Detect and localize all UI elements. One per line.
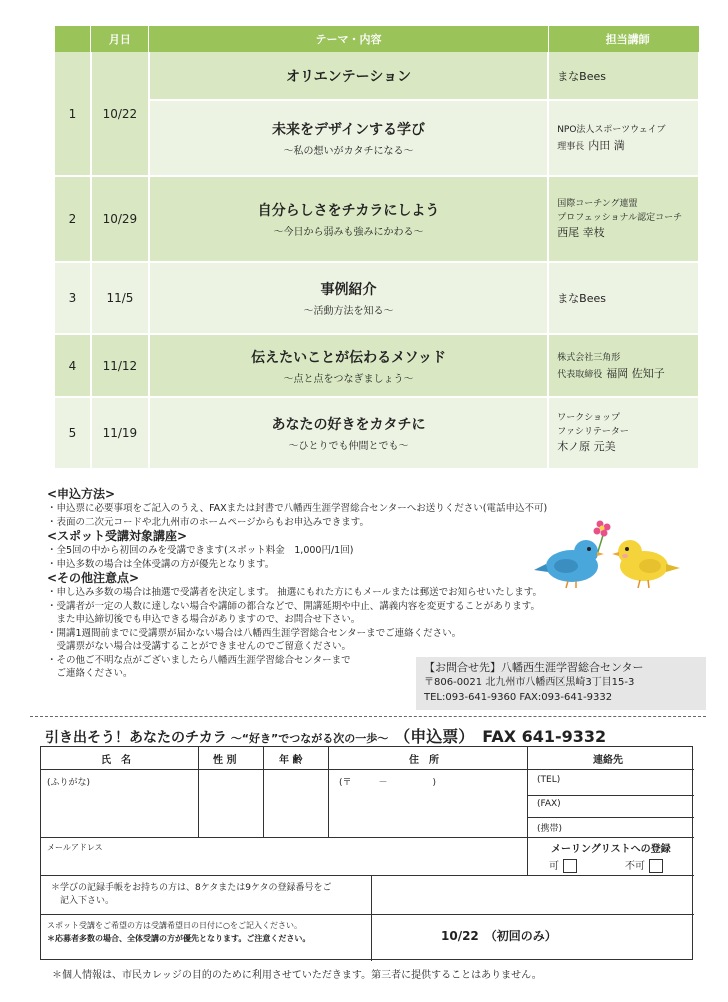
session-date: 10/22	[91, 52, 149, 176]
note-line: ・開講1週間前までに受講票が届かない場合は八幡西生涯学習総合センターまでご連絡ください。	[47, 627, 462, 639]
form-title-label: （申込票）	[394, 727, 475, 746]
table-row	[55, 397, 699, 469]
note-line: ご連絡ください。	[47, 668, 133, 679]
session-number: 3	[55, 262, 91, 334]
session-theme: 事例紹介 ～活動方法を知る～	[149, 262, 548, 334]
postal-code-field[interactable]: (〒 － )	[339, 778, 437, 788]
mailing-yes-checkbox[interactable]	[563, 859, 577, 873]
mobile-field[interactable]: (携帯)	[537, 824, 563, 834]
cut-line	[30, 716, 706, 717]
session-theme: オリエンテーション	[149, 52, 548, 100]
table-row	[55, 52, 699, 100]
session-instructor: ワークショップ ファシリテーター 木ノ原 元美	[548, 397, 699, 469]
session-theme: 自分らしさをチカラにしよう ～今日から弱みも強みにかわる～	[149, 176, 548, 262]
contact-phone: TEL:093-641-9360 FAX:093-641-9332	[424, 692, 613, 703]
header-name: 氏 名	[101, 755, 131, 766]
furigana-field[interactable]: (ふりがな)	[47, 778, 91, 788]
spot-note: スポット受講をご希望の方は受講希望日の日付に○をご記入ください。	[47, 921, 302, 930]
spot-course-heading: <スポット受講対象講座>	[47, 529, 188, 543]
header-address: 住 所	[409, 755, 439, 766]
session-number: 4	[55, 334, 91, 397]
note-line: 受講票がない場合は受講することができませんのでご留意ください。	[47, 641, 352, 652]
form-fax-number: FAX 641-9332	[482, 727, 607, 746]
session-number: 1	[55, 52, 91, 176]
mailing-no-checkbox[interactable]	[649, 859, 663, 873]
session-number: 5	[55, 397, 91, 469]
header-instructor: 担当講師	[548, 26, 699, 52]
note-line: ・申込票に必要事項をご記入のうえ、FAXまたは封書で八幡西生涯学習総合センターへお送りください(電話申込不可)	[47, 503, 548, 514]
mailing-list-label: メーリングリストへの登録	[551, 844, 671, 855]
schedule-header-row	[55, 26, 699, 52]
session-instructor: まなBees	[548, 52, 699, 100]
spot-note: ＊応募者多数の場合、全体受講の方が優先となります。ご注意ください。	[47, 934, 311, 943]
session-theme: 未来をデザインする学び ～私の想いがカタチになる～	[149, 100, 548, 176]
notebook-note: 記入下さい。	[51, 896, 115, 906]
session-instructor: NPO法人スポーツウェイブ 理事長 内田 満	[548, 100, 699, 176]
contact-title: 【お問合せ先】八幡西生涯学習総合センター	[424, 661, 644, 674]
session-theme: 伝えたいことが伝わるメソッド ～点と点をつなぎましょう～	[149, 334, 548, 397]
email-field[interactable]: メールアドレス	[47, 843, 103, 852]
privacy-notice: ＊個人情報は、市民カレッジの目的のために利用させていただきます。第三者に提供することはありません。	[52, 970, 542, 981]
other-notes-heading: <その他注意点>	[47, 571, 140, 585]
session-theme: あなたの好きをカタチに ～ひとりでも仲間とでも～	[149, 397, 548, 469]
contact-address: 〒806-0021 北九州市八幡西区黒崎3丁目15-3	[424, 677, 635, 688]
session-date: 11/19	[91, 397, 149, 469]
tel-field[interactable]: (TEL)	[537, 775, 561, 785]
form-title	[45, 724, 606, 747]
session-instructor: まなBees	[548, 262, 699, 334]
header-age: 年 齢	[279, 755, 303, 766]
note-line: ・受講者が一定の人数に達しない場合や講師の都合などで、開講延期や中止、講義内容を変更することがあります。	[47, 600, 541, 612]
notebook-note: ＊学びの記録手帳をお持ちの方は、8ケタまたは9ケタの登録番号をご	[51, 883, 332, 893]
mailing-yes-option[interactable]: 可	[549, 857, 577, 873]
note-line: ・その他ご不明な点がございましたら八幡西生涯学習総合センターまで	[47, 654, 351, 666]
session-date: 11/5	[91, 262, 149, 334]
table-row	[55, 176, 699, 262]
spot-date-option[interactable]: 10/22 （初回のみ）	[441, 929, 557, 943]
note-line: ・申し込み多数の場合は抽選で受講者を決定します。 抽選にもれた方にもメールまたは郵送でお知らせいたします。	[47, 587, 543, 598]
header-gender: 性 別	[213, 755, 237, 766]
table-row	[55, 100, 699, 176]
contact-box	[416, 657, 706, 710]
apply-method-heading: <申込方法>	[47, 487, 116, 501]
mailing-no-option[interactable]: 不可	[625, 857, 663, 873]
note-line: また申込締切後でも申込できる場合がありますので、お問合せ下さい。	[47, 614, 361, 625]
birds-illustration-icon	[532, 518, 682, 590]
header-contact: 連絡先	[593, 755, 623, 766]
fax-field[interactable]: (FAX)	[537, 799, 561, 809]
form-title-main: 引き出そう！あなたのチカラ	[45, 730, 227, 746]
form-title-sub: ～“好き”でつながる次の一歩～	[230, 732, 389, 745]
note-line: ・全5回の中から初回のみを受講できます(スポット料金 1,000円/1回)	[47, 545, 354, 556]
session-instructor: 国際コーチング連盟 プロフェッショナル認定コーチ 西尾 幸枝	[548, 176, 699, 262]
schedule-table	[55, 26, 700, 470]
session-date: 11/12	[91, 334, 149, 397]
header-theme: テーマ・内容	[149, 26, 548, 52]
session-instructor: 株式会社三角形 代表取締役 福岡 佐知子	[548, 334, 699, 397]
application-form	[40, 746, 693, 960]
note-line: ・表面の二次元コードや北九州市のホームページからもお申込みできます。	[47, 516, 370, 528]
header-date: 月日	[91, 26, 149, 52]
header-no	[55, 26, 91, 52]
table-row	[55, 334, 699, 397]
table-row	[55, 262, 699, 334]
session-number: 2	[55, 176, 91, 262]
note-line: ・申込多数の場合は全体受講の方が優先となります。	[47, 558, 275, 570]
session-date: 10/29	[91, 176, 149, 262]
